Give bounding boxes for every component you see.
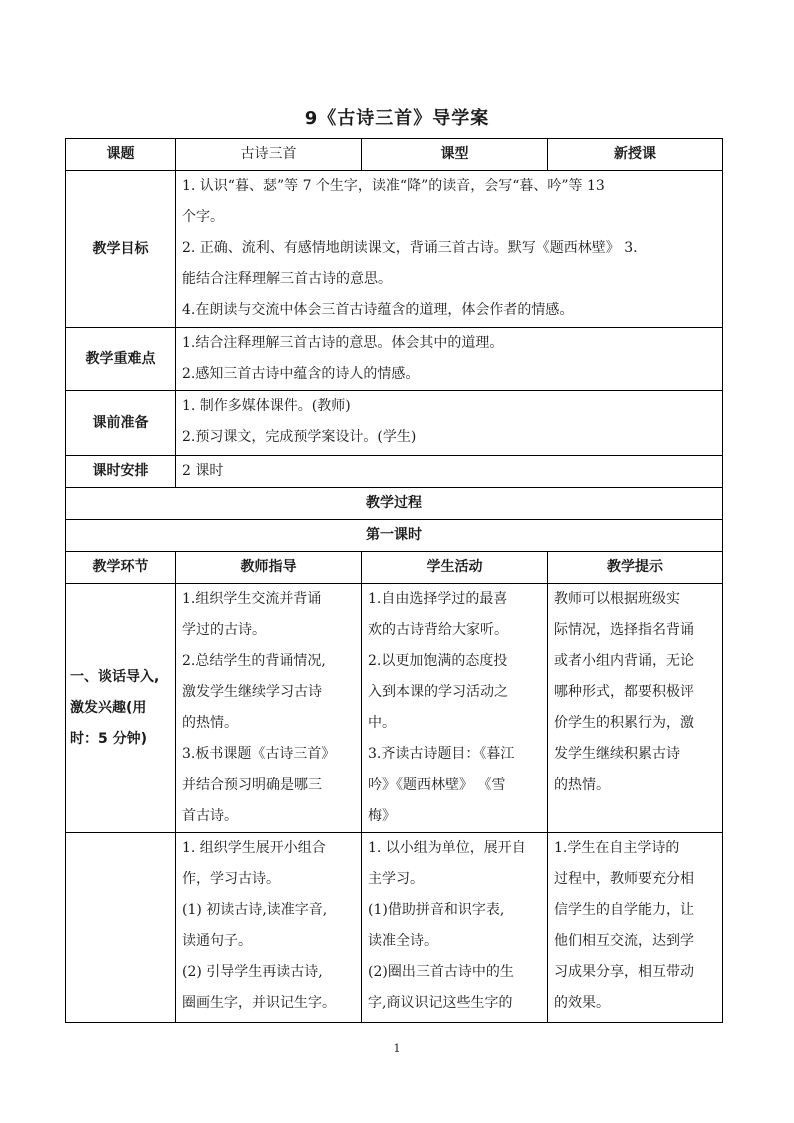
schedule-value: 2 课时 bbox=[176, 456, 723, 488]
header-row bbox=[66, 139, 723, 171]
process-header-row bbox=[66, 552, 723, 584]
teaching-tips-cell bbox=[548, 584, 723, 833]
preparation-row bbox=[66, 391, 723, 456]
preparation-line: 1. 制作多媒体课件。(教师) bbox=[182, 398, 351, 414]
preparation-content bbox=[176, 391, 723, 456]
teacher-line: 1. 组织学生展开小组合 bbox=[182, 840, 326, 856]
tips-line: 哪种形式，都要积极评 bbox=[554, 684, 694, 700]
preparation-line: 2.预习课文，完成预学案设计。(学生) bbox=[182, 429, 417, 445]
student-activity-cell bbox=[362, 833, 548, 1023]
tips-line: 际情况，选择指名背诵 bbox=[554, 622, 694, 638]
student-line: 主学习。 bbox=[368, 871, 424, 887]
student-line: 欢的古诗背给大家听。 bbox=[368, 622, 508, 638]
teacher-line: 读通句子。 bbox=[182, 933, 252, 949]
column-header-stage: 教学环节 bbox=[66, 552, 176, 584]
teaching-tips-cell bbox=[548, 833, 723, 1023]
tips-line: 过程中，教师要充分相 bbox=[554, 871, 694, 887]
tips-line: 发学生继续积累古诗 bbox=[554, 746, 680, 762]
tips-line: 信学生的自学能力，让 bbox=[554, 902, 694, 918]
key-points-content bbox=[176, 328, 723, 391]
key-points-label: 教学重难点 bbox=[66, 328, 176, 391]
stage-line: 时：5 分钟) bbox=[70, 730, 148, 747]
column-header-student: 学生活动 bbox=[362, 552, 548, 584]
tips-line: 1.学生在自主学诗的 bbox=[554, 840, 680, 856]
table-row bbox=[66, 833, 723, 1023]
tips-line: 教师可以根据班级实 bbox=[554, 591, 680, 607]
teacher-line: 3.板书课题《古诗三首》 bbox=[182, 746, 336, 762]
column-header-tips: 教学提示 bbox=[548, 552, 723, 584]
stage-cell bbox=[66, 833, 176, 1023]
lesson-type-label: 课型 bbox=[362, 139, 548, 171]
lesson-title-row bbox=[66, 520, 723, 552]
schedule-label: 课时安排 bbox=[66, 456, 176, 488]
student-line: 字,商议识记这些生字的 bbox=[368, 995, 513, 1011]
process-title: 教学过程 bbox=[66, 488, 723, 520]
teacher-guidance-cell bbox=[176, 584, 362, 833]
teacher-line: 圈画生字，并识记生字。 bbox=[182, 995, 336, 1011]
stage-line: 一、谈话导入, bbox=[70, 668, 160, 685]
student-line: 1.自由选择学过的最喜 bbox=[368, 591, 508, 607]
student-activity-cell bbox=[362, 584, 548, 833]
student-line: 吟》《题西林壁》 《雪 bbox=[368, 777, 506, 793]
student-line: 3.齐读古诗题目：《暮江 bbox=[368, 746, 515, 762]
objectives-line: 能结合注释理解三首古诗的意思。 bbox=[182, 271, 392, 287]
objectives-label: 教学目标 bbox=[66, 171, 176, 328]
objectives-line: 4.在朗读与交流中体会三首古诗蕴含的道理，体会作者的情感。 bbox=[182, 302, 574, 318]
objectives-line: 2. 正确、流利、有感情地朗读课文，背诵三首古诗。默写《题西林壁》 3. bbox=[182, 240, 638, 256]
teacher-guidance-cell bbox=[176, 833, 362, 1023]
topic-value: 古诗三首 bbox=[176, 139, 362, 171]
key-point-line: 2.感知三首古诗中蕴含的诗人的情感。 bbox=[182, 366, 420, 382]
page-number: 1 bbox=[393, 1042, 401, 1055]
student-line: (2)圈出三首古诗中的生 bbox=[368, 964, 514, 980]
topic-label: 课题 bbox=[66, 139, 176, 171]
student-line: 2.以更加饱满的态度投 bbox=[368, 653, 508, 669]
student-line: (1)借助拼音和识字表, bbox=[368, 902, 505, 918]
tips-line: 他们相互交流，达到学 bbox=[554, 933, 694, 949]
student-line: 入到本课的学习活动之 bbox=[368, 684, 508, 700]
lesson-type-value: 新授课 bbox=[548, 139, 723, 171]
student-line: 1. 以小组为单位，展开自 bbox=[368, 840, 526, 856]
lesson-plan-table bbox=[65, 138, 723, 1023]
teacher-line: 并结合预习明确是哪三 bbox=[182, 777, 322, 793]
table-row bbox=[66, 584, 723, 833]
teacher-line: 1.组织学生交流并背诵 bbox=[182, 591, 322, 607]
objectives-row bbox=[66, 171, 723, 328]
stage-line: 激发兴趣(用 bbox=[70, 699, 147, 716]
teacher-line: 作，学习古诗。 bbox=[182, 871, 280, 887]
schedule-row bbox=[66, 456, 723, 488]
teacher-line: 的热情。 bbox=[182, 715, 238, 731]
tips-line: 习成果分享，相互带动 bbox=[554, 964, 694, 980]
teacher-line: 首古诗。 bbox=[182, 808, 238, 824]
tips-line: 的热情。 bbox=[554, 777, 610, 793]
preparation-label: 课前准备 bbox=[66, 391, 176, 456]
teacher-line: (1) 初读古诗,读准字音, bbox=[182, 902, 328, 918]
teacher-line: 2.总结学生的背诵情况, bbox=[182, 653, 326, 669]
tips-line: 的效果。 bbox=[554, 995, 610, 1011]
objectives-line: 个字。 bbox=[182, 209, 224, 225]
document-title: 9《古诗三首》导学案 bbox=[304, 108, 490, 129]
stage-cell bbox=[66, 584, 176, 833]
column-header-teacher: 教师指导 bbox=[176, 552, 362, 584]
teacher-line: 激发学生继续学习古诗 bbox=[182, 684, 322, 700]
objectives-line: 1. 认识“暮、瑟”等 7 个生字，读准“降”的读音，会写“暮、吟”等 13 bbox=[182, 178, 605, 194]
objectives-content bbox=[176, 171, 723, 328]
tips-line: 或者小组内背诵，无论 bbox=[554, 653, 694, 669]
teacher-line: 学过的古诗。 bbox=[182, 622, 266, 638]
key-points-row bbox=[66, 328, 723, 391]
process-title-row bbox=[66, 488, 723, 520]
student-line: 梅》 bbox=[368, 808, 396, 824]
teacher-line: (2) 引导学生再读古诗, bbox=[182, 964, 323, 980]
lesson-title: 第一课时 bbox=[66, 520, 723, 552]
key-point-line: 1.结合注释理解三首古诗的意思。体会其中的道理。 bbox=[182, 335, 504, 351]
tips-line: 价学生的积累行为，激 bbox=[554, 715, 694, 731]
student-line: 中。 bbox=[368, 715, 396, 731]
student-line: 读准全诗。 bbox=[368, 933, 438, 949]
